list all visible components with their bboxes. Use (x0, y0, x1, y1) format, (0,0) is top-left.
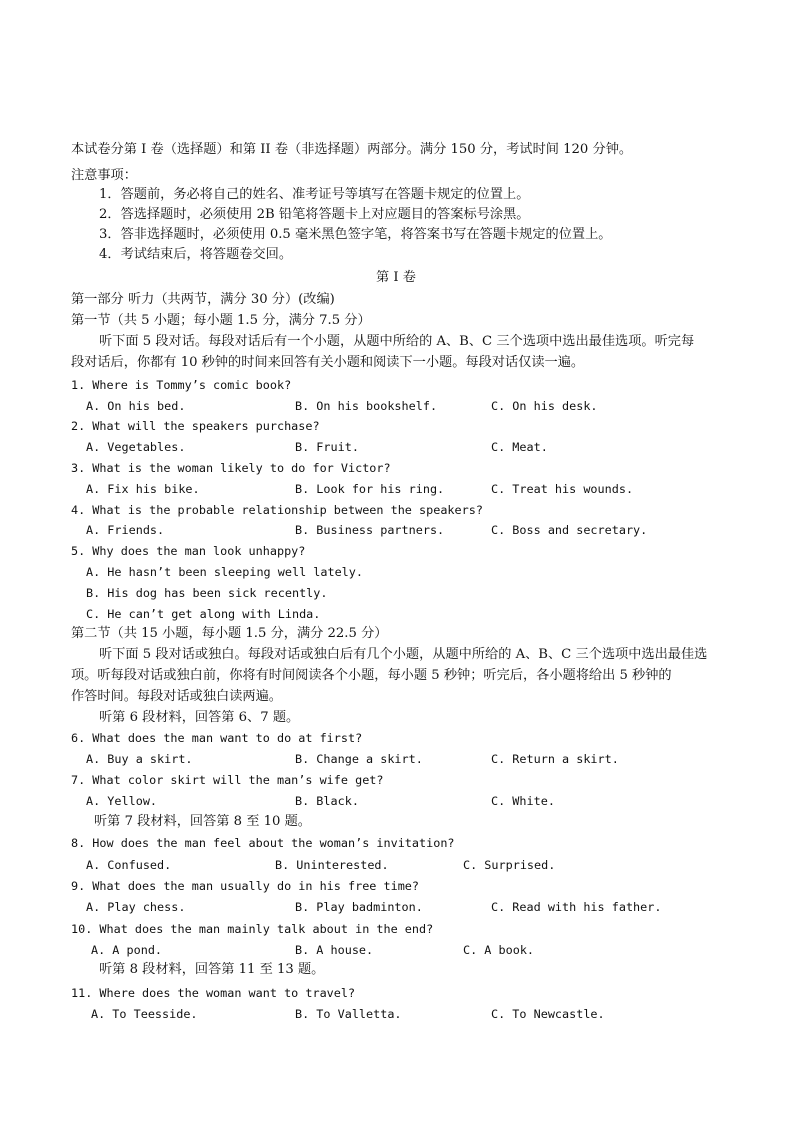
question-stem: 3. What is the woman likely to do for Victor? (71, 461, 391, 475)
option-b: B. Black. (295, 794, 359, 808)
option-c: C. Boss and secretary. (491, 523, 648, 537)
option-b: B. Change a skirt. (295, 752, 423, 766)
option-b: B. To Valletta. (295, 1007, 402, 1021)
option-b: B. A house. (295, 943, 374, 957)
section1-instructions: 段对话后，你都有 10 秒钟的时间来回答有关小题和阅读下一小题。每段对话仅读一遍。 (71, 355, 585, 370)
question-stem: 7. What color skirt will the man’s wife get? (71, 773, 384, 787)
option-b: B. Look for his ring. (295, 482, 445, 496)
part1-title: 第一部分 听力（共两节，满分 30 分）(改编) (71, 292, 335, 307)
section2-instructions: 听下面 5 段对话或独白。每段对话或独白后有几个小题，从题中所给的 A、B、C 三个选项中选出最佳选 (99, 647, 708, 662)
option-a: A. Fix his bike. (86, 482, 200, 496)
material-heading: 听第 8 段材料，回答第 11 至 13 题。 (99, 962, 325, 977)
option-c: C. On his desk. (491, 399, 598, 413)
question-stem: 11. Where does the woman want to travel? (71, 986, 356, 1000)
option-a: A. Yellow. (86, 794, 158, 808)
question-stem: 8. How does the man feel about the woman’s invitation? (71, 836, 455, 850)
option-b: B. Play badminton. (295, 900, 423, 914)
option-b: B. His dog has been sick recently. (86, 586, 328, 600)
option-c: C. A book. (463, 943, 535, 957)
option-a: A. On his bed. (86, 399, 186, 413)
option-b: B. Uninterested. (275, 858, 389, 872)
option-b: B. On his bookshelf. (295, 399, 438, 413)
option-c: C. To Newcastle. (491, 1007, 605, 1021)
option-a: A. Buy a skirt. (86, 752, 193, 766)
option-b: B. Fruit. (295, 440, 359, 454)
material-heading: 听第 7 段材料，回答第 8 至 10 题。 (94, 814, 311, 829)
question-stem: 2. What will the speakers purchase? (71, 419, 320, 433)
section2-instructions: 项。听每段对话或独白前，你将有时间阅读各个小题，每小题 5 秒钟；听完后，各小题将给出 5 秒钟的 (71, 668, 672, 683)
option-c: C. Return a skirt. (491, 752, 619, 766)
note-item: 4．考试结束后，将答题卷交回。 (99, 247, 293, 262)
question-stem: 1. Where is Tommy’s comic book? (71, 378, 292, 392)
section2-instructions: 作答时间。每段对话或独白读两遍。 (71, 689, 282, 704)
note-item: 1．答题前，务必将自己的姓名、准考证号等填写在答题卡规定的位置上。 (99, 187, 530, 202)
option-a: A. Play chess. (86, 900, 186, 914)
question-stem: 9. What does the man usually do in his free time? (71, 879, 420, 893)
option-c: C. White. (491, 794, 555, 808)
option-c: C. He can’t get along with Linda. (86, 607, 321, 621)
section1-title: 第一节（共 5 小题；每小题 1.5 分，满分 7.5 分） (71, 313, 371, 328)
option-a: A. Confused. (86, 858, 172, 872)
option-b: B. Business partners. (295, 523, 445, 537)
option-c: C. Treat his wounds. (491, 482, 634, 496)
note-item: 3．答非选择题时，必须使用 0.5 毫米黑色签字笔，将答案书写在答题卡规定的位置上。 (99, 227, 612, 242)
option-a: A. To Teesside. (91, 1007, 198, 1021)
option-a: A. Friends. (86, 523, 165, 537)
notes-title: 注意事项： (71, 168, 137, 183)
note-item: 2．答选择题时，必须使用 2B 铅笔将答题卡上对应题目的答案标号涂黑。 (99, 207, 530, 222)
option-a: A. Vegetables. (86, 440, 186, 454)
section2-title: 第二节（共 15 小题，每小题 1.5 分，满分 22.5 分） (71, 626, 388, 641)
material-heading: 听第 6 段材料，回答第 6、7 题。 (99, 710, 300, 725)
section1-instructions: 听下面 5 段对话。每段对话后有一个小题，从题中所给的 A、B、C 三个选项中选出最佳选项。听完每 (99, 334, 695, 349)
volume-title: 第 I 卷 (376, 270, 416, 285)
option-a: A. He hasn’t been sleeping well lately. (86, 565, 363, 579)
question-stem: 5. Why does the man look unhappy? (71, 544, 306, 558)
question-stem: 10. What does the man mainly talk about in the end? (71, 922, 434, 936)
exam-intro: 本试卷分第 I 卷（选择题）和第 II 卷（非选择题）两部分。满分 150 分，考试时间 120 分钟。 (71, 142, 633, 157)
question-stem: 4. What is the probable relationship between the speakers? (71, 503, 483, 517)
option-c: C. Surprised. (463, 858, 556, 872)
question-stem: 6. What does the man want to do at first? (71, 731, 363, 745)
option-c: C. Meat. (491, 440, 548, 454)
option-a: A. A pond. (91, 943, 163, 957)
option-c: C. Read with his father. (491, 900, 662, 914)
